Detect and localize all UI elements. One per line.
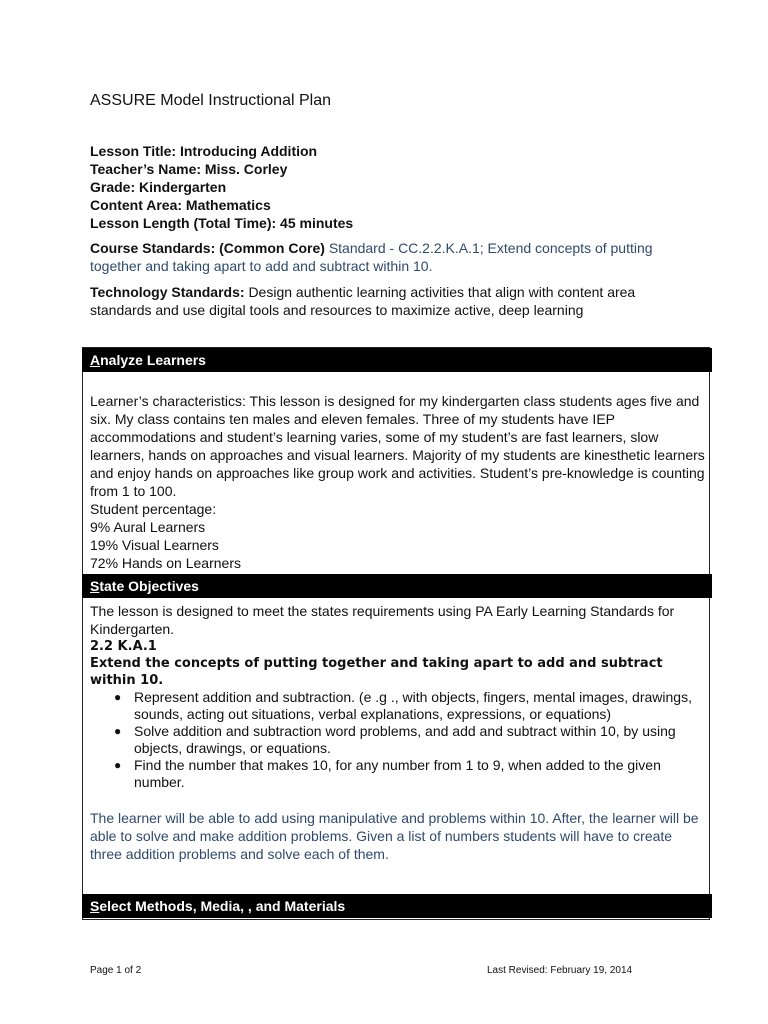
objective-item: ● Find the number that makes 10, for any number from 1 to 9, when added to the given number.: [114, 757, 661, 790]
content-area: Content Area: Mathematics: [90, 197, 271, 213]
technology-standards-label: Technology Standards:: [90, 284, 245, 300]
learner-goal: The learner will be able to add using manipulative and problems within 10. After, the learner will be able to solve and make addition problems. Given a list of numbers students will have to create three addition problems and solve each of them.: [90, 810, 699, 862]
objective-item: ● Solve addition and subtraction word problems, and add and subtract within 10, by using objects, drawings, or equations.: [114, 723, 676, 756]
bullet-icon: ●: [114, 690, 122, 704]
analyze-learners-header: Analyze Learners: [82, 348, 712, 372]
technology-standards-text: Design authentic learning activities that align with content area standards and use digital tools and resources to maximize active, deep learning: [90, 284, 636, 318]
lesson-title: Lesson Title: Introducing Addition: [90, 143, 318, 159]
standard-heading: Extend the concepts of putting together and taking apart to add and subtract within 10.: [90, 656, 663, 688]
visual-learners: 19% Visual Learners: [90, 537, 219, 553]
bullet-icon: ●: [114, 758, 122, 772]
course-standards: [90, 239, 660, 275]
technology-standards: [90, 283, 660, 319]
state-objectives-header: State Objectives: [82, 574, 712, 598]
objectives-list: [90, 689, 705, 791]
standard-code: 2.2 K.A.1: [90, 639, 157, 654]
state-objectives-body: [90, 602, 705, 863]
analyze-learners-body: [90, 392, 705, 572]
learner-characteristics: Learner’s characteristics: This lesson is designed for my kindergarten class students ages five and six. My class contains ten males and eleven females. Three of my students have IEP accommodations and student’s learning varies, some of my student’s are fast learners, slow learners, hands on approaches and visual learners. Majority of my students are kinesthetic learners and enjoy hands on approaches like group work and activities. Student’s pre-knowledge is counting from 1 to 100.: [90, 393, 705, 499]
last-revised: Last Revised: February 19, 2014: [487, 965, 633, 976]
document-title: ASSURE Model Instructional Plan: [90, 92, 331, 109]
student-percentage-label: Student percentage:: [90, 501, 217, 517]
hands-on-learners: 72% Hands on Learners: [90, 555, 241, 571]
lesson-info: [90, 142, 353, 232]
bullet-icon: ●: [114, 724, 122, 738]
page-number: Page 1 of 2: [90, 965, 142, 976]
select-methods-header: Select Methods, Media, , and Materials: [82, 894, 712, 918]
aural-learners: 9% Aural Learners: [90, 519, 206, 535]
grade: Grade: Kindergarten: [90, 179, 227, 195]
course-standards-label: Course Standards: (Common Core): [90, 240, 325, 256]
teacher-name: Teacher’s Name: Miss. Corley: [90, 161, 288, 177]
objective-item: ● Represent addition and subtraction. (e .g ., with objects, fingers, mental images, drawings, sounds, acting out situations, verbal explanations, expressions, or equations): [114, 689, 692, 722]
objectives-intro: The lesson is designed to meet the states requirements using PA Early Learning Standards for Kindergarten.: [90, 603, 675, 637]
lesson-length: Lesson Length (Total Time): 45 minutes: [90, 215, 354, 231]
course-standards-text: Standard - CC.2.2.K.A.1; Extend concepts of putting together and taking apart to add and subtract within 10.: [90, 240, 653, 274]
